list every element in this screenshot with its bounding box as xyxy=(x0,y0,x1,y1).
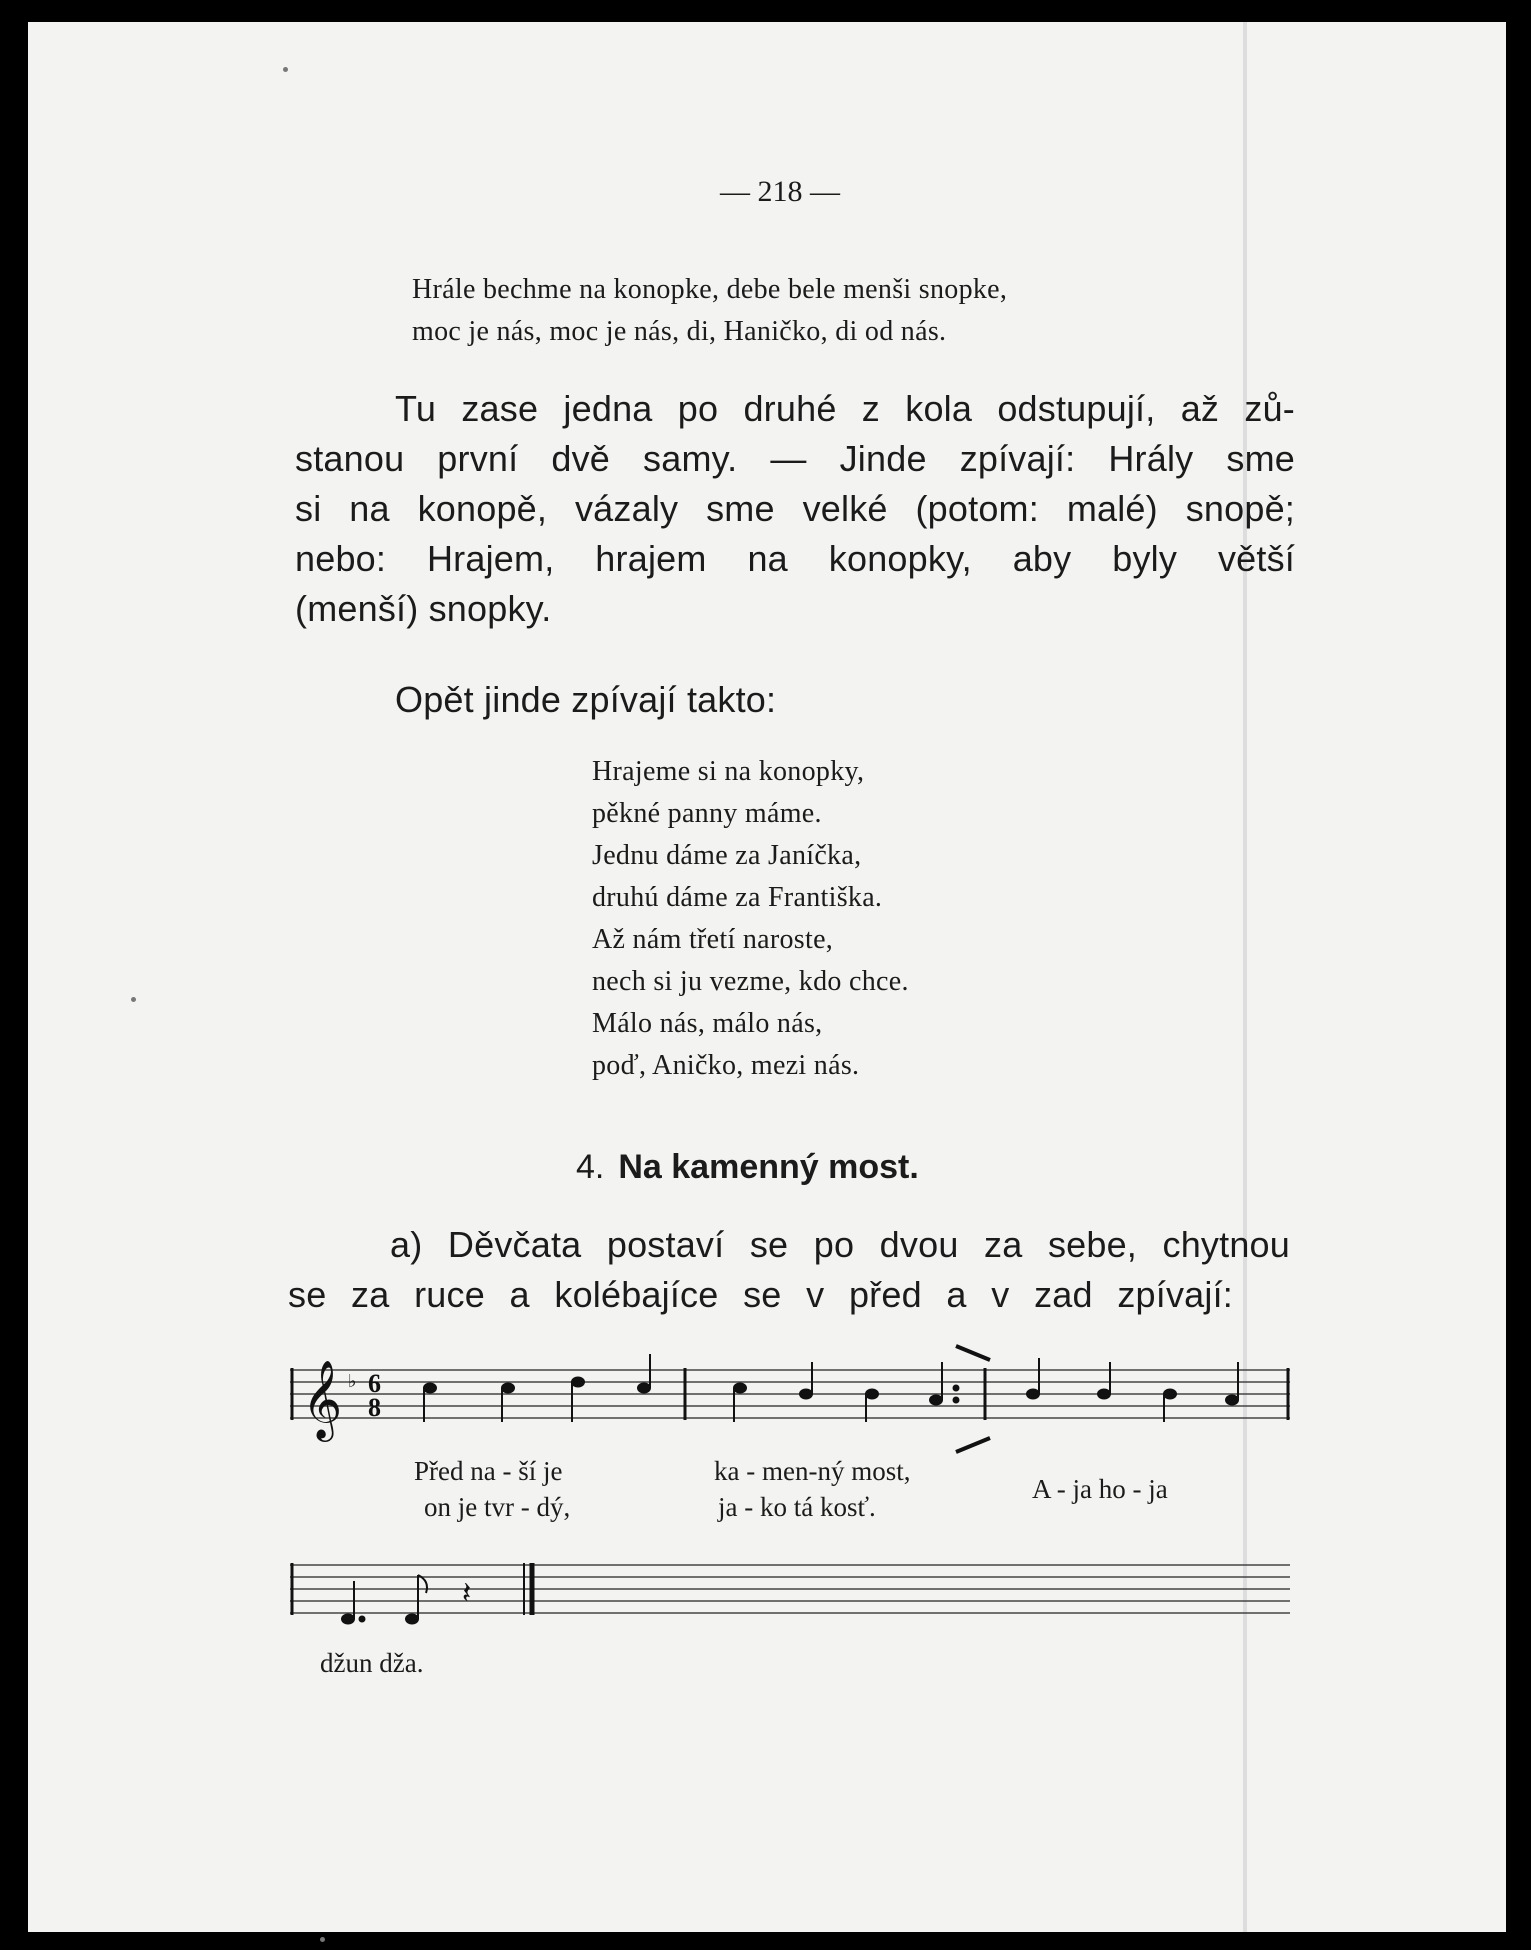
paragraph3-line-1: a) Děvčata postaví se po dvou za sebe, chytnou xyxy=(390,1224,1290,1265)
paragraph1-line-1: Tu zase jedna po druhé z kola odstupují, až zů- xyxy=(395,388,1295,429)
paragraph1-line-5: (menší) snopky. xyxy=(295,588,552,629)
note-head xyxy=(866,1390,878,1399)
rest-icon: 𝄽 xyxy=(462,1576,472,1611)
note-head xyxy=(1226,1396,1238,1405)
section-number: 4. xyxy=(576,1148,605,1186)
note-head xyxy=(734,1384,746,1393)
paragraph1-line-3: si na konopě, vázaly sme velké (potom: malé) snopě; xyxy=(295,488,1295,529)
verse2-line-4: druhú dáme za Františka. xyxy=(592,882,883,913)
verse2-line-1: Hrajeme si na konopky, xyxy=(592,756,865,787)
dot xyxy=(360,1617,365,1622)
note-head xyxy=(406,1615,418,1624)
note-head xyxy=(424,1384,436,1393)
verse2-line-5: Až nám třetí naroste, xyxy=(592,924,834,955)
lyric-line2: džun dža. xyxy=(320,1648,424,1678)
music-staff-2 xyxy=(280,1545,1300,1655)
paragraph2: Opět jinde zpívají takto: xyxy=(395,679,777,720)
lyric-row2-bar1: on je tvr - dý, xyxy=(424,1492,571,1522)
speck xyxy=(131,997,136,1002)
verse2-line-8: poď, Aničko, mezi nás. xyxy=(592,1050,860,1081)
repeat-dot xyxy=(954,1398,959,1403)
speck xyxy=(320,1937,325,1942)
repeat-dot xyxy=(954,1386,959,1391)
time-sig-top: 6 xyxy=(368,1369,381,1398)
staff-lines xyxy=(290,1370,1290,1418)
note-head xyxy=(930,1396,942,1405)
section-heading xyxy=(576,1148,919,1187)
lyric-row1-bar2: ka - men-ný most, xyxy=(714,1456,911,1486)
time-sig-bottom: 8 xyxy=(368,1393,381,1422)
note-head xyxy=(502,1384,514,1393)
paragraph3-line-2: se za ruce a kolébajíce se v před a v zad zpívají: xyxy=(288,1274,1233,1315)
note-head xyxy=(638,1384,650,1393)
note-head xyxy=(1098,1390,1110,1399)
verse2-line-7: Málo nás, málo nás, xyxy=(592,1008,823,1039)
lyric-row2-bar2: ja - ko tá kosť. xyxy=(718,1492,876,1522)
verse2-line-6: nech si ju vezme, kdo chce. xyxy=(592,966,909,997)
verse2-line-2: pěkné panny máme. xyxy=(592,798,822,829)
flat-icon: ♭ xyxy=(348,1371,357,1392)
paragraph1-line-4: nebo: Hrajem, hrajem na konopky, aby byly větší xyxy=(295,538,1295,579)
lyric-row1-bar3: A - ja ho - ja xyxy=(1032,1474,1168,1504)
note-head xyxy=(800,1390,812,1399)
page-number: — 218 — xyxy=(720,175,840,208)
treble-clef-icon: 𝄞 xyxy=(302,1360,343,1439)
verse2-line-3: Jednu dáme za Janíčka, xyxy=(592,840,862,871)
verse1-line-1: Hrále bechme na konopke, debe bele menši snopke, xyxy=(412,274,1008,305)
staff-lines xyxy=(290,1565,1290,1613)
music-staff-1 xyxy=(280,1340,1300,1460)
paragraph1-line-2: stanou první dvě samy. — Jinde zpívají: Hrály sme xyxy=(295,438,1295,479)
note-head xyxy=(1164,1390,1176,1399)
speck xyxy=(283,67,288,72)
lyric-row1-bar1: Před na - ší je xyxy=(414,1456,563,1486)
note-head xyxy=(342,1615,354,1624)
note-head xyxy=(1027,1390,1039,1399)
verse1-line-2: moc je nás, moc je nás, di, Haničko, di od nás. xyxy=(412,316,947,347)
note-head xyxy=(572,1378,584,1387)
section-title: Na kamenný most. xyxy=(618,1148,919,1186)
